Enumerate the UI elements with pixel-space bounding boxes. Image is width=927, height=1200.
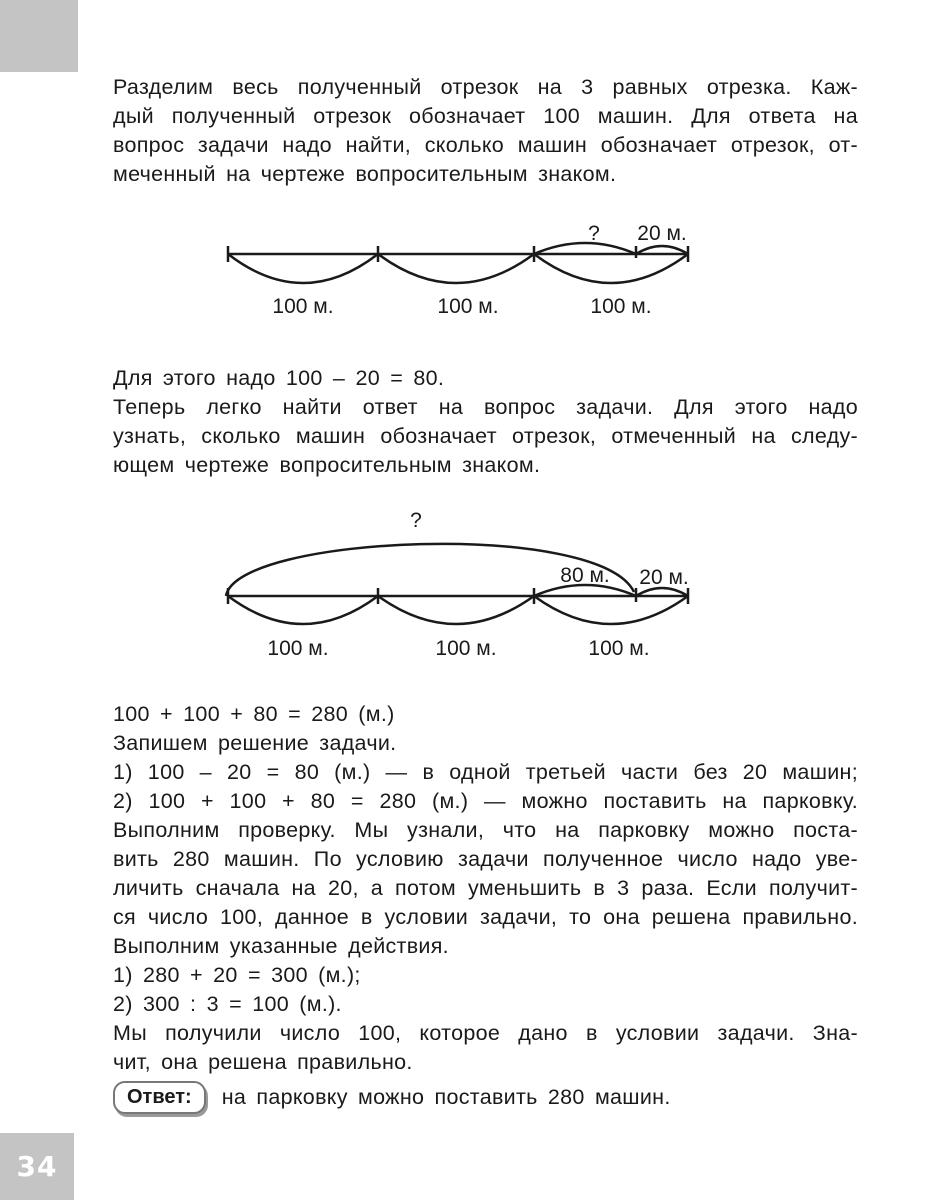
segment-label: 100 м. [437, 295, 499, 318]
answer-badge: Ответ: [113, 1081, 206, 1114]
lower-arc [228, 596, 378, 624]
lower-arc [228, 254, 378, 283]
upper-arc-question [534, 243, 636, 254]
text-line: Теперь легко найти ответ на вопрос задачи. Для этого надо [113, 395, 858, 419]
segment-label: 100 м. [588, 637, 650, 660]
text-line: Выполним проверку. Мы узнали, что на парковку можно поста- [113, 818, 858, 842]
text-line: Мы получили число 100, которое дано в условии задачи. Зна- [113, 1021, 858, 1045]
paragraph-3 [113, 700, 858, 1077]
text-line: 1) 280 + 20 = 300 (м.); [113, 963, 361, 987]
lower-arc [534, 596, 688, 624]
page-number: 34 [0, 1133, 74, 1200]
text-line: 1) 100 – 20 = 80 (м.) — в одной третьей части без 20 машин; [113, 760, 858, 784]
part-label-20: 20 м. [639, 566, 689, 589]
part-label-20: 20 м. [637, 222, 687, 245]
part-label-80: 80 м. [560, 564, 610, 587]
text-line: узнать, сколько машин обозначает отрезок, отмеченный на следу- [113, 424, 858, 448]
lower-arc [534, 254, 688, 283]
text-line: Запишем решение задачи. [113, 731, 397, 755]
text-line: чит, она решена правильно. [113, 1050, 413, 1074]
segment-diagram-1 [0, 215, 927, 325]
answer-text: на парковку можно поставить 280 машин. [221, 1084, 671, 1109]
question-mark: ? [588, 222, 600, 245]
segment-diagram-2 [0, 505, 927, 665]
corner-decoration [0, 0, 78, 72]
lower-arc [378, 596, 534, 624]
text-line: 2) 300 : 3 = 100 (м.). [113, 992, 342, 1016]
text-line: 2) 100 + 100 + 80 = 280 (м.) — можно поставить на парковку. [113, 789, 858, 813]
question-mark: ? [410, 509, 422, 532]
text-line: 100 + 100 + 80 = 280 (м.) [113, 702, 395, 726]
text-line: Выполним указанные действия. [113, 934, 449, 958]
segment-label: 100 м. [267, 637, 329, 660]
text-line: Для этого надо 100 – 20 = 80. [113, 366, 445, 390]
text-line: личить сначала на 20, а потом уменьшить в 3 раза. Если получит- [113, 876, 858, 900]
segment-label: 100 м. [435, 637, 497, 660]
answer-row [113, 1078, 671, 1116]
text-line: дый полученный отрезок обозначает 100 машин. Для ответа на [113, 104, 858, 128]
lower-arc [378, 254, 534, 283]
paragraph-2 [113, 364, 858, 480]
text-line: меченный на чертеже вопросительным знаком. [113, 162, 617, 186]
text-line: ющем чертеже вопросительным знаком. [113, 453, 541, 477]
segment-label: 100 м. [272, 295, 334, 318]
text-line: ся число 100, данное в условии задачи, то она решена правильно. [113, 905, 858, 929]
text-line: вить 280 машин. По условию задачи полученное число надо уве- [113, 847, 858, 871]
text-line: Разделим весь полученный отрезок на 3 равных отрезка. Каж- [113, 75, 858, 99]
text-line: вопрос задачи надо найти, сколько машин обозначает отрезок, от- [113, 133, 858, 157]
paragraph-1 [113, 73, 858, 189]
segment-label: 100 м. [590, 295, 652, 318]
